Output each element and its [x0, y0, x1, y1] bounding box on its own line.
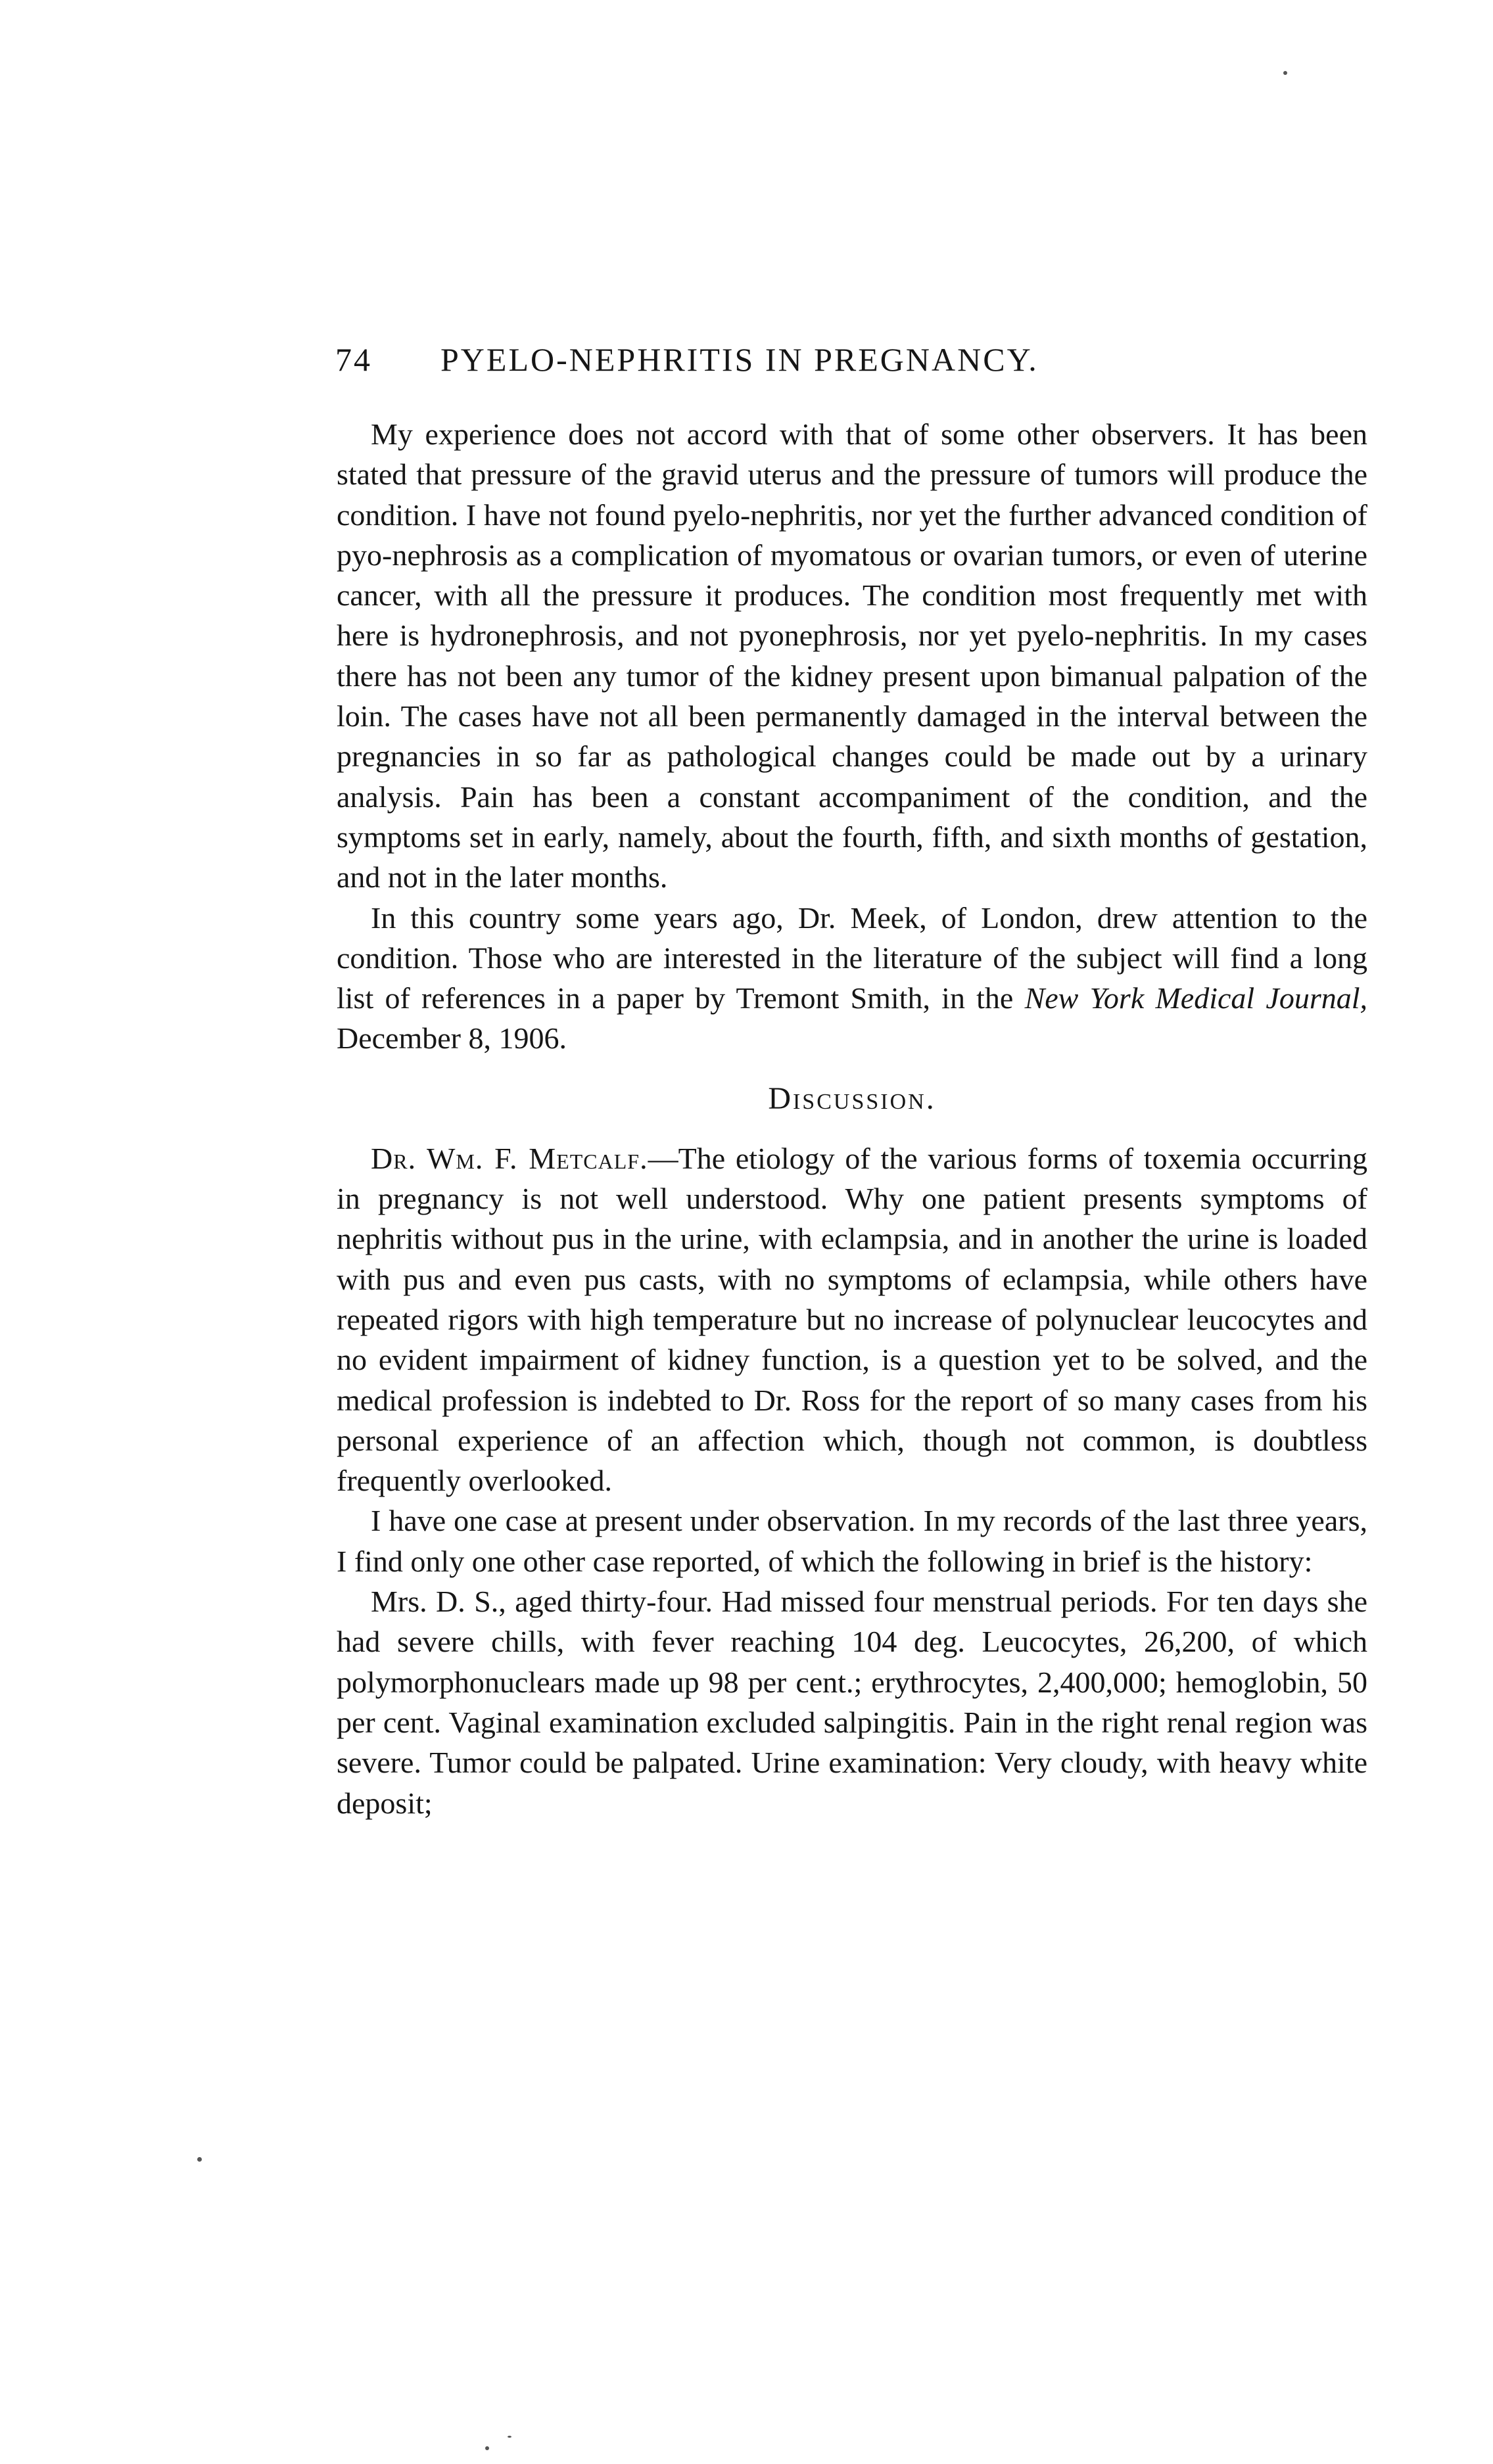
- scan-speck: [197, 2157, 202, 2162]
- paragraph-metcalf: [337, 1138, 1367, 1501]
- journal-title: New York Medical Journal,: [1024, 981, 1367, 1015]
- paragraph-metcalf-text: —The etiology of the various forms of toxemia occurring in pregnancy is not well understood. Why one patient presents symptoms of nephritis without pus in the urine, with eclampsia, and in another the urine is loaded with pus and even pus casts, with no symptoms of eclampsia, while others have repeated rigors with high temperature but no increase of polynuclear leucocytes and no evident impairment of kidney function, is a question yet to be solved, and the medical profession is indebted to Dr. Ross for the report of so many cases from his personal experience of an affection which, though not common, is doubtless frequently overlooked.: [337, 1141, 1367, 1498]
- paragraph-case-intro: I have one case at present under observation. In my records of the last three years, I find only one other case reported, of which the following in brief is the history:: [337, 1504, 1367, 1578]
- running-head-title: PYELO-NEPHRITIS IN PREGNANCY.: [440, 341, 1039, 378]
- speaker-name: Dr. Wm. F. Metcalf.: [371, 1141, 648, 1175]
- scan-speck: [508, 2436, 511, 2438]
- paragraph-literature-date: December 8, 1906.: [337, 1021, 567, 1056]
- paragraph-literature: [337, 898, 1367, 1059]
- page-number: 74: [335, 341, 372, 378]
- scan-speck: [485, 2446, 489, 2450]
- paragraph-experience: My experience does not accord with that of some other observers. It has been stated that pressure of the gravid uterus and the pressure of tumors will produce the condition. I have not found pyelo-nephritis, nor yet the further advanced condition of pyo-nephrosis as a complication of myomatous or ovarian tumors, or even of uterine cancer, with all the pressure it produces. The condition most frequently met with here is hydronephrosis, and not pyonephrosis, nor yet pyelo-nephritis. In my cases there has not been any tumor of the kidney present upon bimanual palpation of the loin. The cases have not all been permanently damaged in the interval between the pregnancies in so far as pathological changes could be made out by a urinary analysis. Pain has been a constant accompaniment of the condition, and the symptoms set in early, namely, about the fourth, fifth, and sixth months of gestation, and not in the later months.: [337, 417, 1367, 895]
- running-head: [335, 340, 1275, 393]
- paragraph-case-history: Mrs. D. S., aged thirty-four. Had missed four menstrual periods. For ten days she had severe chills, with fever reaching 104 deg. Leucocytes, 26,200, of which polymorphonuclears made up 98 per cent.; erythrocytes, 2,400,000; hemoglobin, 50 per cent. Vaginal examination excluded salpingitis. Pain in the right renal region was severe. Tumor could be palpated. Urine examination: Very cloudy, with heavy white deposit;: [337, 1585, 1367, 1820]
- paragraph-literature-text: In this country some years ago, Dr. Meek, of London, drew attention to the condition. Those who are interested in the literature of the subject will find a long list of references in a paper by Tremont Smith, in the: [337, 900, 1367, 1015]
- scan-speck: [1283, 71, 1287, 75]
- section-heading: Discussion.: [768, 1081, 936, 1116]
- body-text: [337, 414, 1367, 1823]
